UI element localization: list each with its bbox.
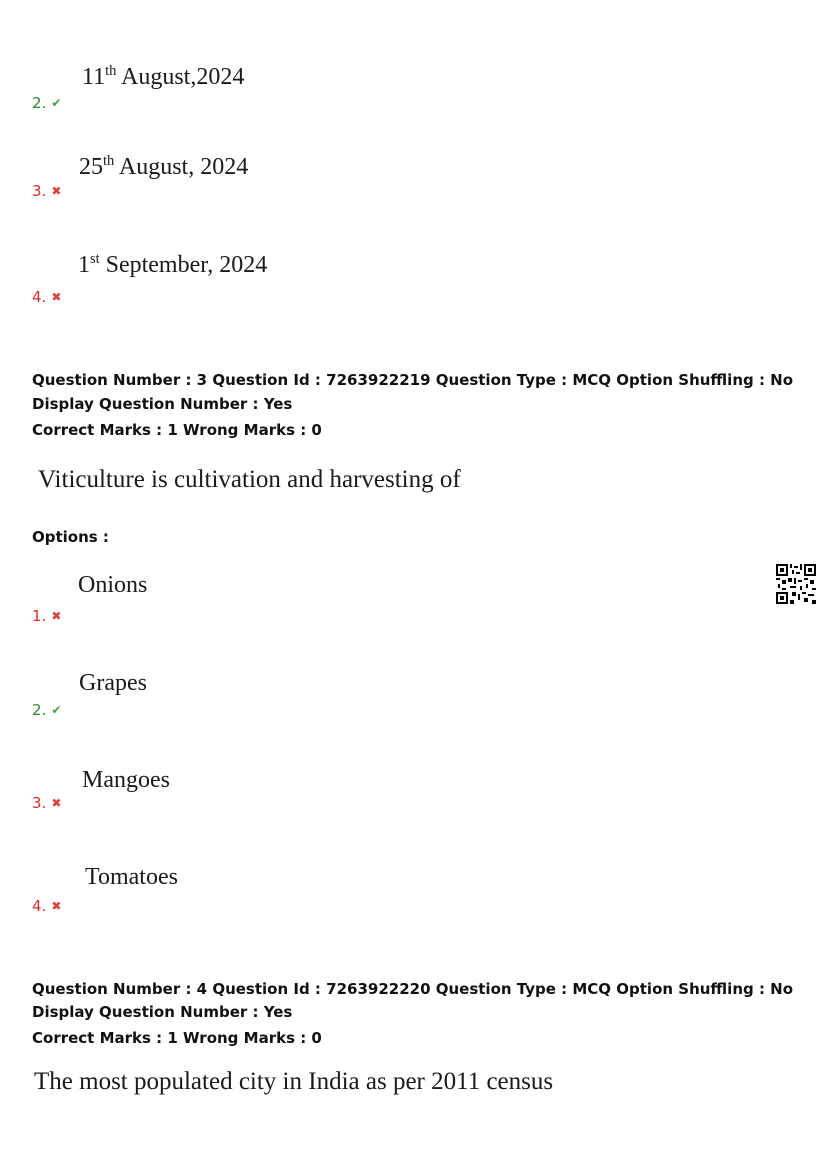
cross-icon: ✖ [51,796,62,810]
qr-code-icon [776,564,816,604]
check-icon: ✔ [51,703,62,717]
option-number: 1. ✖ [32,607,62,625]
question-text: Viticulture is cultivation and harvesting of [38,466,461,493]
cross-icon: ✖ [51,290,62,304]
option-number: 3. ✖ [32,182,62,200]
option-number: 2. ✔ [32,94,62,112]
cross-icon: ✖ [51,609,62,623]
cross-icon: ✖ [51,184,62,198]
question-meta-line1: Question Number : 3 Question Id : 7263922219 Question Type : MCQ Option Shuffling : No [32,371,794,389]
cross-icon: ✖ [51,899,62,913]
question-meta-line2: Display Question Number : Yes [32,395,293,413]
option-number: 3. ✖ [32,794,62,812]
options-label: Options : [32,528,109,546]
question-meta-line2: Display Question Number : Yes [32,1003,293,1021]
option-number: 2. ✔ [32,701,62,719]
option-text: Mangoes [82,767,170,793]
option-text: 25th August, 2024 [79,153,249,180]
option-text: Onions [78,572,148,598]
option-number: 4. ✖ [32,897,62,915]
question-meta-line1: Question Number : 4 Question Id : 7263922220 Question Type : MCQ Option Shuffling : No [32,980,794,998]
check-icon: ✔ [51,96,62,110]
question-meta-line3: Correct Marks : 1 Wrong Marks : 0 [32,421,322,439]
option-text: Tomatoes [85,864,178,890]
question-meta-line3: Correct Marks : 1 Wrong Marks : 0 [32,1029,322,1047]
option-text: 1st September, 2024 [78,251,268,278]
option-number: 4. ✖ [32,288,62,306]
option-text: 11th August,2024 [82,63,245,90]
question-text: The most populated city in India as per 2011 census [34,1068,554,1095]
option-text: Grapes [79,670,147,696]
